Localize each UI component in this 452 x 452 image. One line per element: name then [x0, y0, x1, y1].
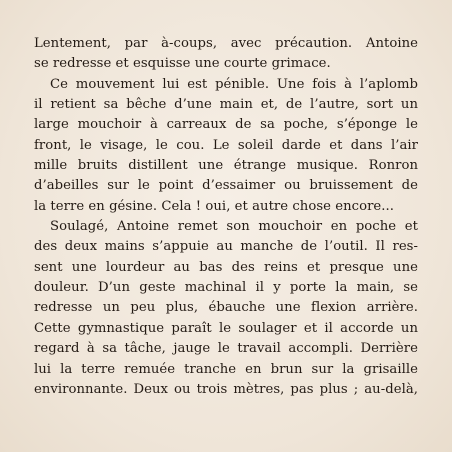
text-line: d’abeilles sur le point d’essaimer ou bruissement de	[34, 178, 418, 194]
text-line: lui la terre remuée tranche en brun sur la grisaille	[34, 361, 418, 377]
text-line: large mouchoir à carreaux de sa poche, s’éponge le	[34, 117, 418, 133]
text-line: Ce mouvement lui est pénible. Une fois à l’aplomb	[50, 76, 418, 92]
body-text	[34, 34, 418, 400]
text-line: front, le visage, le cou. Le soleil darde et dans l’air	[34, 137, 418, 153]
text-line: redresse un peu plus, ébauche une flexion arrière.	[34, 300, 418, 316]
text-line: sent une lourdeur au bas des reins et presque une	[34, 259, 418, 275]
text-line: regard à sa tâche, jauge le travail accompli. Derrière	[34, 341, 418, 357]
text-line: mille bruits distillent une étrange musique. Ronron	[34, 158, 418, 174]
text-line: Cette gymnastique paraît le soulager et il accorde un	[34, 320, 418, 336]
text-line: environnante. Deux ou trois mètres, pas plus ; au-delà,	[34, 381, 418, 397]
text-line: Lentement, par à-coups, avec précaution. Antoine	[34, 36, 418, 51]
text-line: la terre en gésine. Cela ! oui, et autre chose encore...	[34, 198, 395, 214]
text-line: Soulagé, Antoine remet son mouchoir en poche et	[50, 219, 418, 235]
text-line: se redresse et esquisse une courte grimace.	[34, 56, 331, 72]
text-line: il retient sa bêche d’une main et, de l’autre, sort un	[34, 97, 418, 113]
text-line: des deux mains s’appuie au manche de l’outil. Il res-	[34, 239, 418, 255]
text-line: douleur. D’un geste machinal il y porte la main, se	[34, 280, 418, 296]
